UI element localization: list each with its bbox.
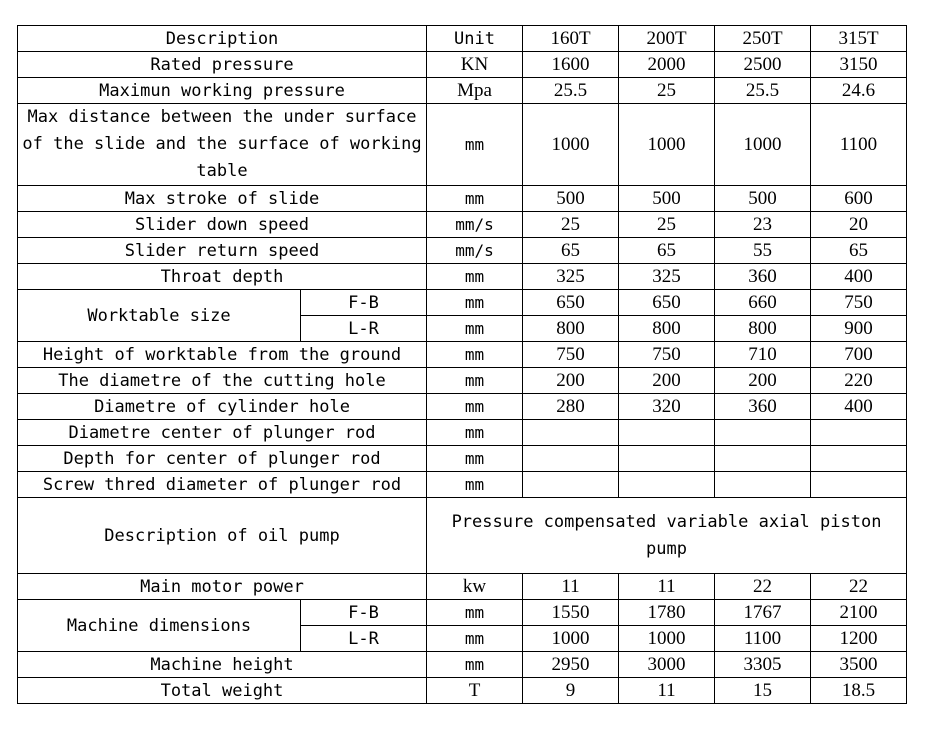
cell-value: 3000 (619, 652, 715, 678)
cell-value: 20 (811, 212, 907, 238)
cell-value: 55 (715, 238, 811, 264)
cell-value: 11 (619, 574, 715, 600)
row-label: Slider down speed (18, 212, 427, 238)
cell-value: 1550 (523, 600, 619, 626)
cell-value: 1000 (523, 626, 619, 652)
cell-value: 200 (619, 368, 715, 394)
row-unit: T (427, 678, 523, 704)
row-label: Screw thred diameter of plunger rod (18, 472, 427, 498)
cell-value (523, 472, 619, 498)
cell-value: 200 (523, 368, 619, 394)
header-model: 250T (715, 26, 811, 52)
cell-value (715, 420, 811, 446)
row-label: Machine dimensions (18, 600, 301, 652)
table-row (18, 600, 907, 626)
header-model: 200T (619, 26, 715, 52)
row-sublabel: L-R (301, 316, 427, 342)
cell-value: 400 (811, 264, 907, 290)
cell-value: 900 (811, 316, 907, 342)
table-row (18, 104, 907, 186)
row-label: Max stroke of slide (18, 186, 427, 212)
spec-table (17, 25, 907, 704)
cell-value: 2500 (715, 52, 811, 78)
cell-value: 650 (619, 290, 715, 316)
row-label: Max distance between the under surface of the slide and the surface of working table (18, 104, 427, 186)
table-row (18, 238, 907, 264)
cell-value: 750 (619, 342, 715, 368)
row-unit: kw (427, 574, 523, 600)
cell-value: 1767 (715, 600, 811, 626)
cell-value: 24.6 (811, 78, 907, 104)
row-unit: mm (427, 342, 523, 368)
cell-value: 22 (811, 574, 907, 600)
row-label: Depth for center of plunger rod (18, 446, 427, 472)
cell-value: 750 (811, 290, 907, 316)
row-label: Slider return speed (18, 238, 427, 264)
row-label: Machine height (18, 652, 427, 678)
cell-value: 700 (811, 342, 907, 368)
cell-value: 325 (523, 264, 619, 290)
cell-value: 3305 (715, 652, 811, 678)
cell-value (619, 420, 715, 446)
header-description: Description (18, 26, 427, 52)
row-unit: mm/s (427, 212, 523, 238)
cell-value (715, 446, 811, 472)
row-label: Diametre of cylinder hole (18, 394, 427, 420)
row-unit: mm (427, 472, 523, 498)
cell-value: 22 (715, 574, 811, 600)
cell-value: 280 (523, 394, 619, 420)
cell-value: 65 (523, 238, 619, 264)
cell-value (619, 446, 715, 472)
cell-value: 660 (715, 290, 811, 316)
row-unit: Mpa (427, 78, 523, 104)
cell-value (523, 420, 619, 446)
cell-value: 360 (715, 264, 811, 290)
row-unit: mm (427, 368, 523, 394)
table-row (18, 394, 907, 420)
cell-value (715, 472, 811, 498)
cell-value: 1000 (619, 626, 715, 652)
cell-value: 1000 (715, 104, 811, 186)
row-sublabel: F-B (301, 290, 427, 316)
cell-value: 1000 (619, 104, 715, 186)
row-label: The diametre of the cutting hole (18, 368, 427, 394)
cell-value: 25.5 (523, 78, 619, 104)
cell-value: 1000 (523, 104, 619, 186)
cell-value: 710 (715, 342, 811, 368)
cell-value (811, 420, 907, 446)
cell-value: 15 (715, 678, 811, 704)
row-label: Worktable size (18, 290, 301, 342)
cell-value: 18.5 (811, 678, 907, 704)
cell-value: 1600 (523, 52, 619, 78)
cell-value: 65 (811, 238, 907, 264)
table-row (18, 264, 907, 290)
row-unit: mm (427, 264, 523, 290)
cell-value: 800 (619, 316, 715, 342)
row-label: Main motor power (18, 574, 427, 600)
cell-value: 25.5 (715, 78, 811, 104)
cell-value: 11 (619, 678, 715, 704)
table-row (18, 342, 907, 368)
table-row (18, 498, 907, 574)
table-row (18, 52, 907, 78)
header-row (18, 26, 907, 52)
table-row (18, 678, 907, 704)
cell-value: 650 (523, 290, 619, 316)
row-unit: mm (427, 446, 523, 472)
row-sublabel: F-B (301, 600, 427, 626)
cell-value: 1100 (811, 104, 907, 186)
cell-value: 320 (619, 394, 715, 420)
table-row (18, 652, 907, 678)
row-label: Height of worktable from the ground (18, 342, 427, 368)
row-unit: mm (427, 290, 523, 316)
row-label: Description of oil pump (18, 498, 427, 574)
cell-value: 360 (715, 394, 811, 420)
table-row (18, 368, 907, 394)
cell-value: 500 (619, 186, 715, 212)
cell-value: 1100 (715, 626, 811, 652)
table-row (18, 186, 907, 212)
row-sublabel: L-R (301, 626, 427, 652)
cell-value (523, 446, 619, 472)
cell-value: 2950 (523, 652, 619, 678)
table-row (18, 446, 907, 472)
cell-value: 1780 (619, 600, 715, 626)
row-unit: KN (427, 52, 523, 78)
header-model: 160T (523, 26, 619, 52)
table-row (18, 574, 907, 600)
row-unit: mm (427, 652, 523, 678)
cell-value: 400 (811, 394, 907, 420)
cell-value: 11 (523, 574, 619, 600)
cell-value: 500 (715, 186, 811, 212)
cell-value: 800 (715, 316, 811, 342)
cell-value: 1200 (811, 626, 907, 652)
cell-value: 600 (811, 186, 907, 212)
row-unit: mm/s (427, 238, 523, 264)
row-unit: mm (427, 104, 523, 186)
row-label: Total weight (18, 678, 427, 704)
cell-value: 2000 (619, 52, 715, 78)
cell-value: 200 (715, 368, 811, 394)
cell-value: 23 (715, 212, 811, 238)
cell-value: 65 (619, 238, 715, 264)
row-unit: mm (427, 600, 523, 626)
header-unit: Unit (427, 26, 523, 52)
oil-pump-description: Pressure compensated variable axial piston pump (427, 498, 907, 574)
row-label: Maximun working pressure (18, 78, 427, 104)
cell-value (619, 472, 715, 498)
row-label: Throat depth (18, 264, 427, 290)
row-unit: mm (427, 394, 523, 420)
cell-value (811, 446, 907, 472)
cell-value: 220 (811, 368, 907, 394)
table-row (18, 212, 907, 238)
cell-value: 2100 (811, 600, 907, 626)
cell-value: 3150 (811, 52, 907, 78)
row-label: Diametre center of plunger rod (18, 420, 427, 446)
cell-value (811, 472, 907, 498)
row-unit: mm (427, 316, 523, 342)
cell-value: 25 (523, 212, 619, 238)
cell-value: 750 (523, 342, 619, 368)
table-row (18, 420, 907, 446)
cell-value: 325 (619, 264, 715, 290)
table-row (18, 290, 907, 316)
row-unit: mm (427, 186, 523, 212)
row-unit: mm (427, 626, 523, 652)
row-unit: mm (427, 420, 523, 446)
table-row (18, 472, 907, 498)
cell-value: 500 (523, 186, 619, 212)
header-model: 315T (811, 26, 907, 52)
table-row (18, 78, 907, 104)
row-label: Rated pressure (18, 52, 427, 78)
cell-value: 3500 (811, 652, 907, 678)
cell-value: 800 (523, 316, 619, 342)
cell-value: 25 (619, 212, 715, 238)
cell-value: 9 (523, 678, 619, 704)
cell-value: 25 (619, 78, 715, 104)
